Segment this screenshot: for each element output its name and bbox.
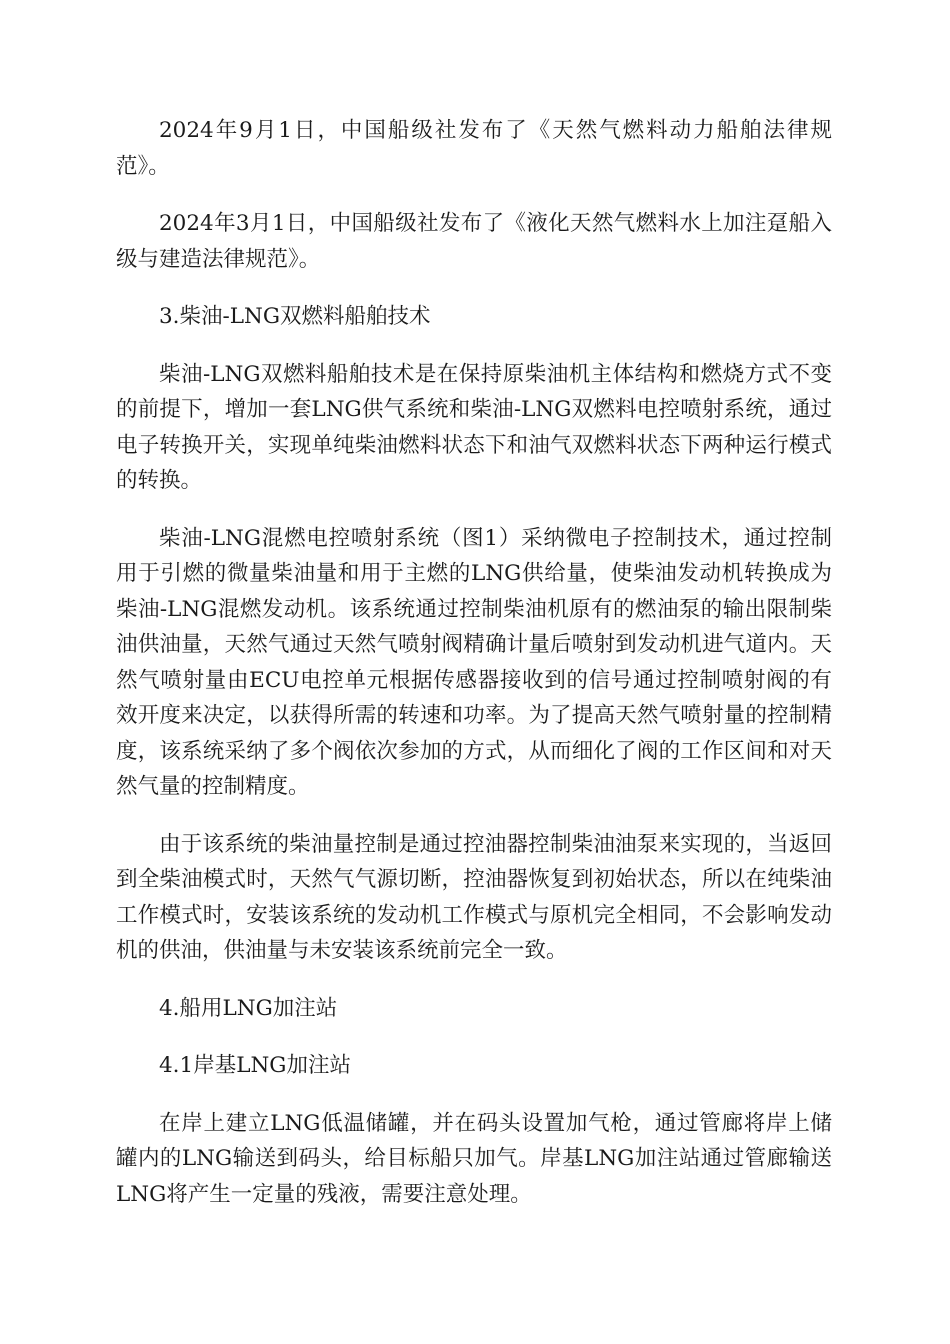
document-body [116, 113, 832, 1212]
paragraph-diesel-mode-control: 由于该系统的柴油量控制是通过控油器控制柴油油泵来实现的，当返回到全柴油模式时，天然气气源切断，控油器恢复到初始状态，所以在纯柴油工作模式时，安装该系统的发动机工作模式与原机完全相同，不会影响发动机的供油，供油量与未安装该系统前完全一致。 [116, 831, 832, 963]
paragraph-cca-standard-lng-bunkering-barge: 2024年3月1日，中国船级社发布了《液化天然气燃料水上加注趸船入级与建造法律规范》。 [116, 211, 832, 272]
section-heading-marine-lng-station: 4.船用LNG加注站 [159, 995, 338, 1021]
section-heading-dual-fuel-technology: 3.柴油-LNG双燃料船舶技术 [159, 304, 431, 329]
subsection-heading-shore-based-station: 4.1岸基LNG加注站 [159, 1053, 351, 1078]
paragraph-shore-based-station: 在岸上建立LNG低温储罐，并在码头设置加气枪，通过管廊将岸上储罐内的LNG输送到码头，给目标船只加气。岸基LNG加注站通过管廊输送LNG将产生一定量的残液，需要注意处理。 [116, 1110, 832, 1207]
paragraph-dual-fuel-overview: 柴油-LNG双燃料船舶技术是在保持原柴油机主体结构和燃烧方式不变的前提下，增加一套LNG供气系统和柴油-LNG双燃料电控喷射系统，通过电子转换开关，实现单纯柴油燃料状态下和油气双燃料状态下两种运行模式的转换。 [116, 361, 832, 493]
paragraph-injection-system: 柴油-LNG混燃电控喷射系统（图1）采纳微电子控制技术，通过控制用于引燃的微量柴油量和用于主燃的LNG供给量，使柴油发动机转换成为柴油-LNG混燃发动机。该系统通过控制柴油机原有的燃油泵的输出限制柴油供油量，天然气通过天然气喷射阀精确计量后喷射到发动机进气道内。天然气喷射量由ECU电控单元根据传感器接收到的信号通过控制喷射阀的有效开度来决定，以获得所需的转速和功率。为了提高天然气喷射量的控制精度，该系统采纳了多个阀依次参加的方式，从而细化了阀的工作区间和对天然气量的控制精度。 [116, 525, 832, 799]
paragraph-cca-standard-lng-fuel-ships: 2024年9月1日，中国船级社发布了《天然气燃料动力船舶法律规范》。 [116, 118, 832, 179]
